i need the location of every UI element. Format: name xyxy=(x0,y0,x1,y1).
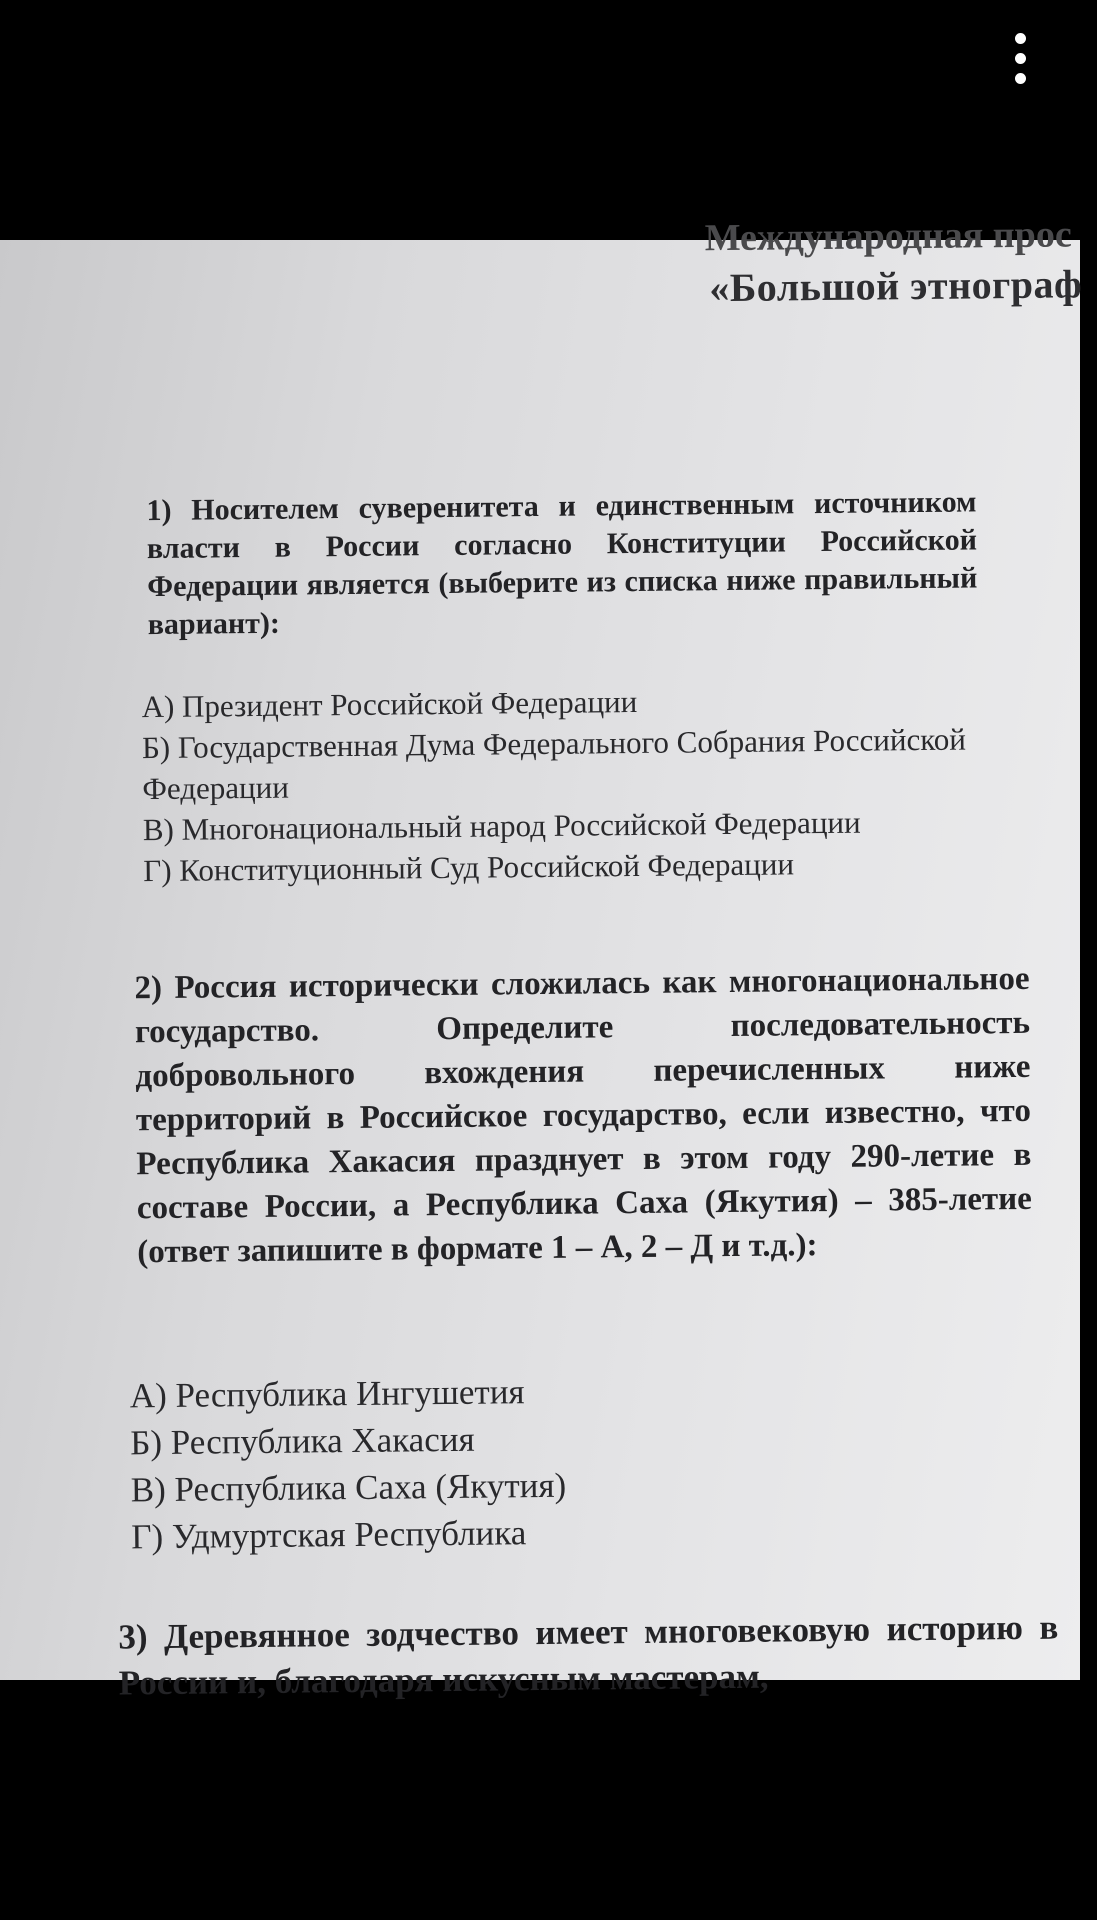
question-1-option: В) Многонациональный народ Российской Федерации xyxy=(142,804,861,848)
question-2-text: 2) Россия исторически сложилась как многонациональное государство. Определите последовательность добровольного вхождения перечисленных ниже территорий в Российское государство, если известно, что Республика Хакасия празднует в этом году 290-летие в составе России, а Республика Саха (Якутия) – 385-летие (ответ запишите в формате 1 – А, 2 – Д и т.д.): xyxy=(134,960,1032,1271)
document-sheet xyxy=(0,213,1089,1703)
more-vertical-icon xyxy=(1015,33,1026,44)
question-1-option: А) Президент Российской Федерации xyxy=(141,683,638,725)
question-1-options xyxy=(141,677,1023,891)
document-photo[interactable] xyxy=(0,213,1083,1703)
question-2-option: А) Республика Ингушетия xyxy=(129,1372,525,1416)
question-1-option: Г) Конституционный Суд Российской Федерации xyxy=(143,846,795,889)
question-2-option: Г) Удмуртская Республика xyxy=(131,1513,527,1557)
header-title: «Большой этнограф xyxy=(709,261,1083,311)
question-1-text: 1) Носителем суверенитета и единственным источником власти в России согласно Конституции Российской Федерации является (выберите из списка ниже правильный вариант): xyxy=(146,485,978,642)
question-3-text: 3) Деревянное зодчество имеет многовековую историю в России и, благодаря искусным мастерам, xyxy=(118,1607,1059,1703)
question-2-option: В) Республика Саха (Якутия) xyxy=(130,1465,567,1510)
more-options-button[interactable] xyxy=(992,30,1048,86)
question-2-options xyxy=(130,1363,1012,1560)
header-cut-text: Международная прос xyxy=(704,213,1072,260)
question-1-option: Б) Государственная Дума Федерального Собрания Российской Федерации xyxy=(141,721,967,807)
question-2-option: Б) Республика Хакасия xyxy=(130,1419,475,1463)
